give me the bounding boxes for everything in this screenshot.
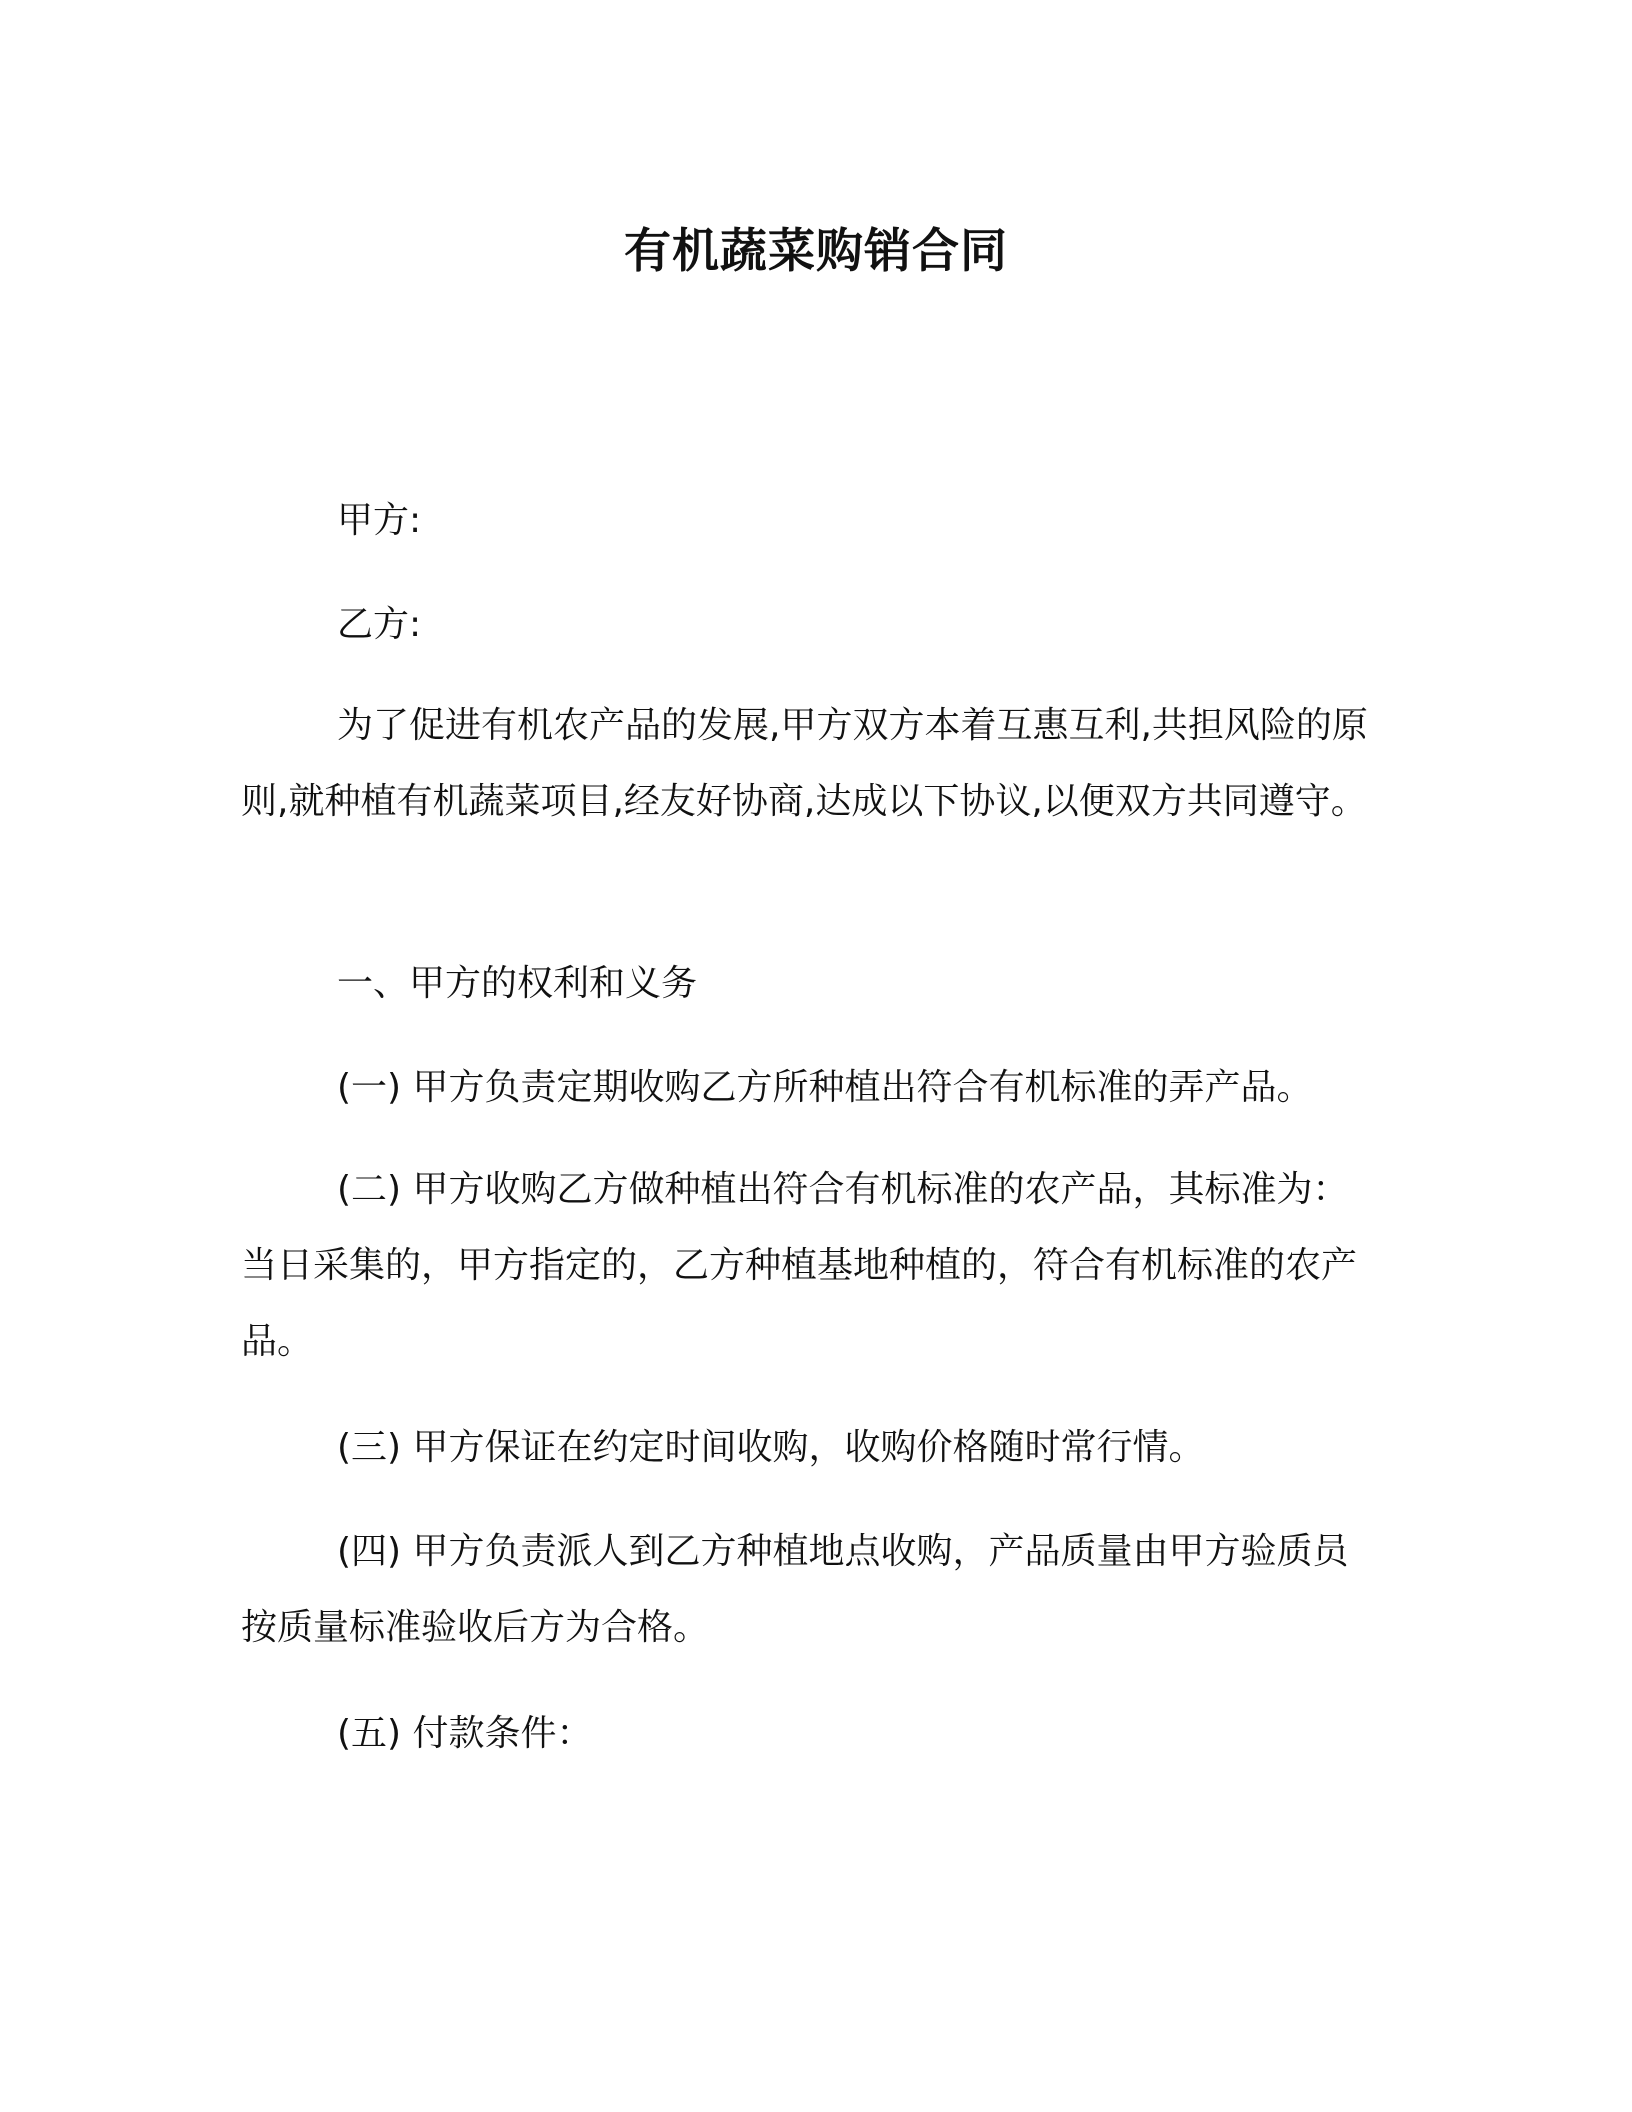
intro-paragraph: 为了促进有机农产品的发展,甲方双方本着互惠互利,共担风险的原则,就种植有机蔬菜项目,经友好协商,达成以下协议,以便双方共同遵守。 — [241, 705, 1368, 822]
party-a-label: 甲方: — [337, 500, 422, 541]
clause-2: (二) 甲方收购乙方做种植出符合有机标准的农产品，其标准为：当日采集的，甲方指定的，乙方种植基地种植的，符合有机标准的农产品。 — [241, 1169, 1358, 1362]
section-1-heading: 一、甲方的权利和义务 — [337, 963, 698, 1004]
document-title: 有机蔬菜购销合同 — [624, 224, 1008, 279]
clause-3: (三) 甲方保证在约定时间收购，收购价格随时常行情。 — [337, 1427, 1205, 1468]
party-b-label: 乙方: — [337, 604, 422, 645]
clause-4: (四) 甲方负责派人到乙方种植地点收购，产品质量由甲方验质员按质量标准验收后方为合格。 — [241, 1531, 1349, 1648]
clause-1: (一) 甲方负责定期收购乙方所种植出符合有机标准的弄产品。 — [337, 1067, 1313, 1108]
clause-5: (五) 付款条件： — [337, 1713, 593, 1754]
